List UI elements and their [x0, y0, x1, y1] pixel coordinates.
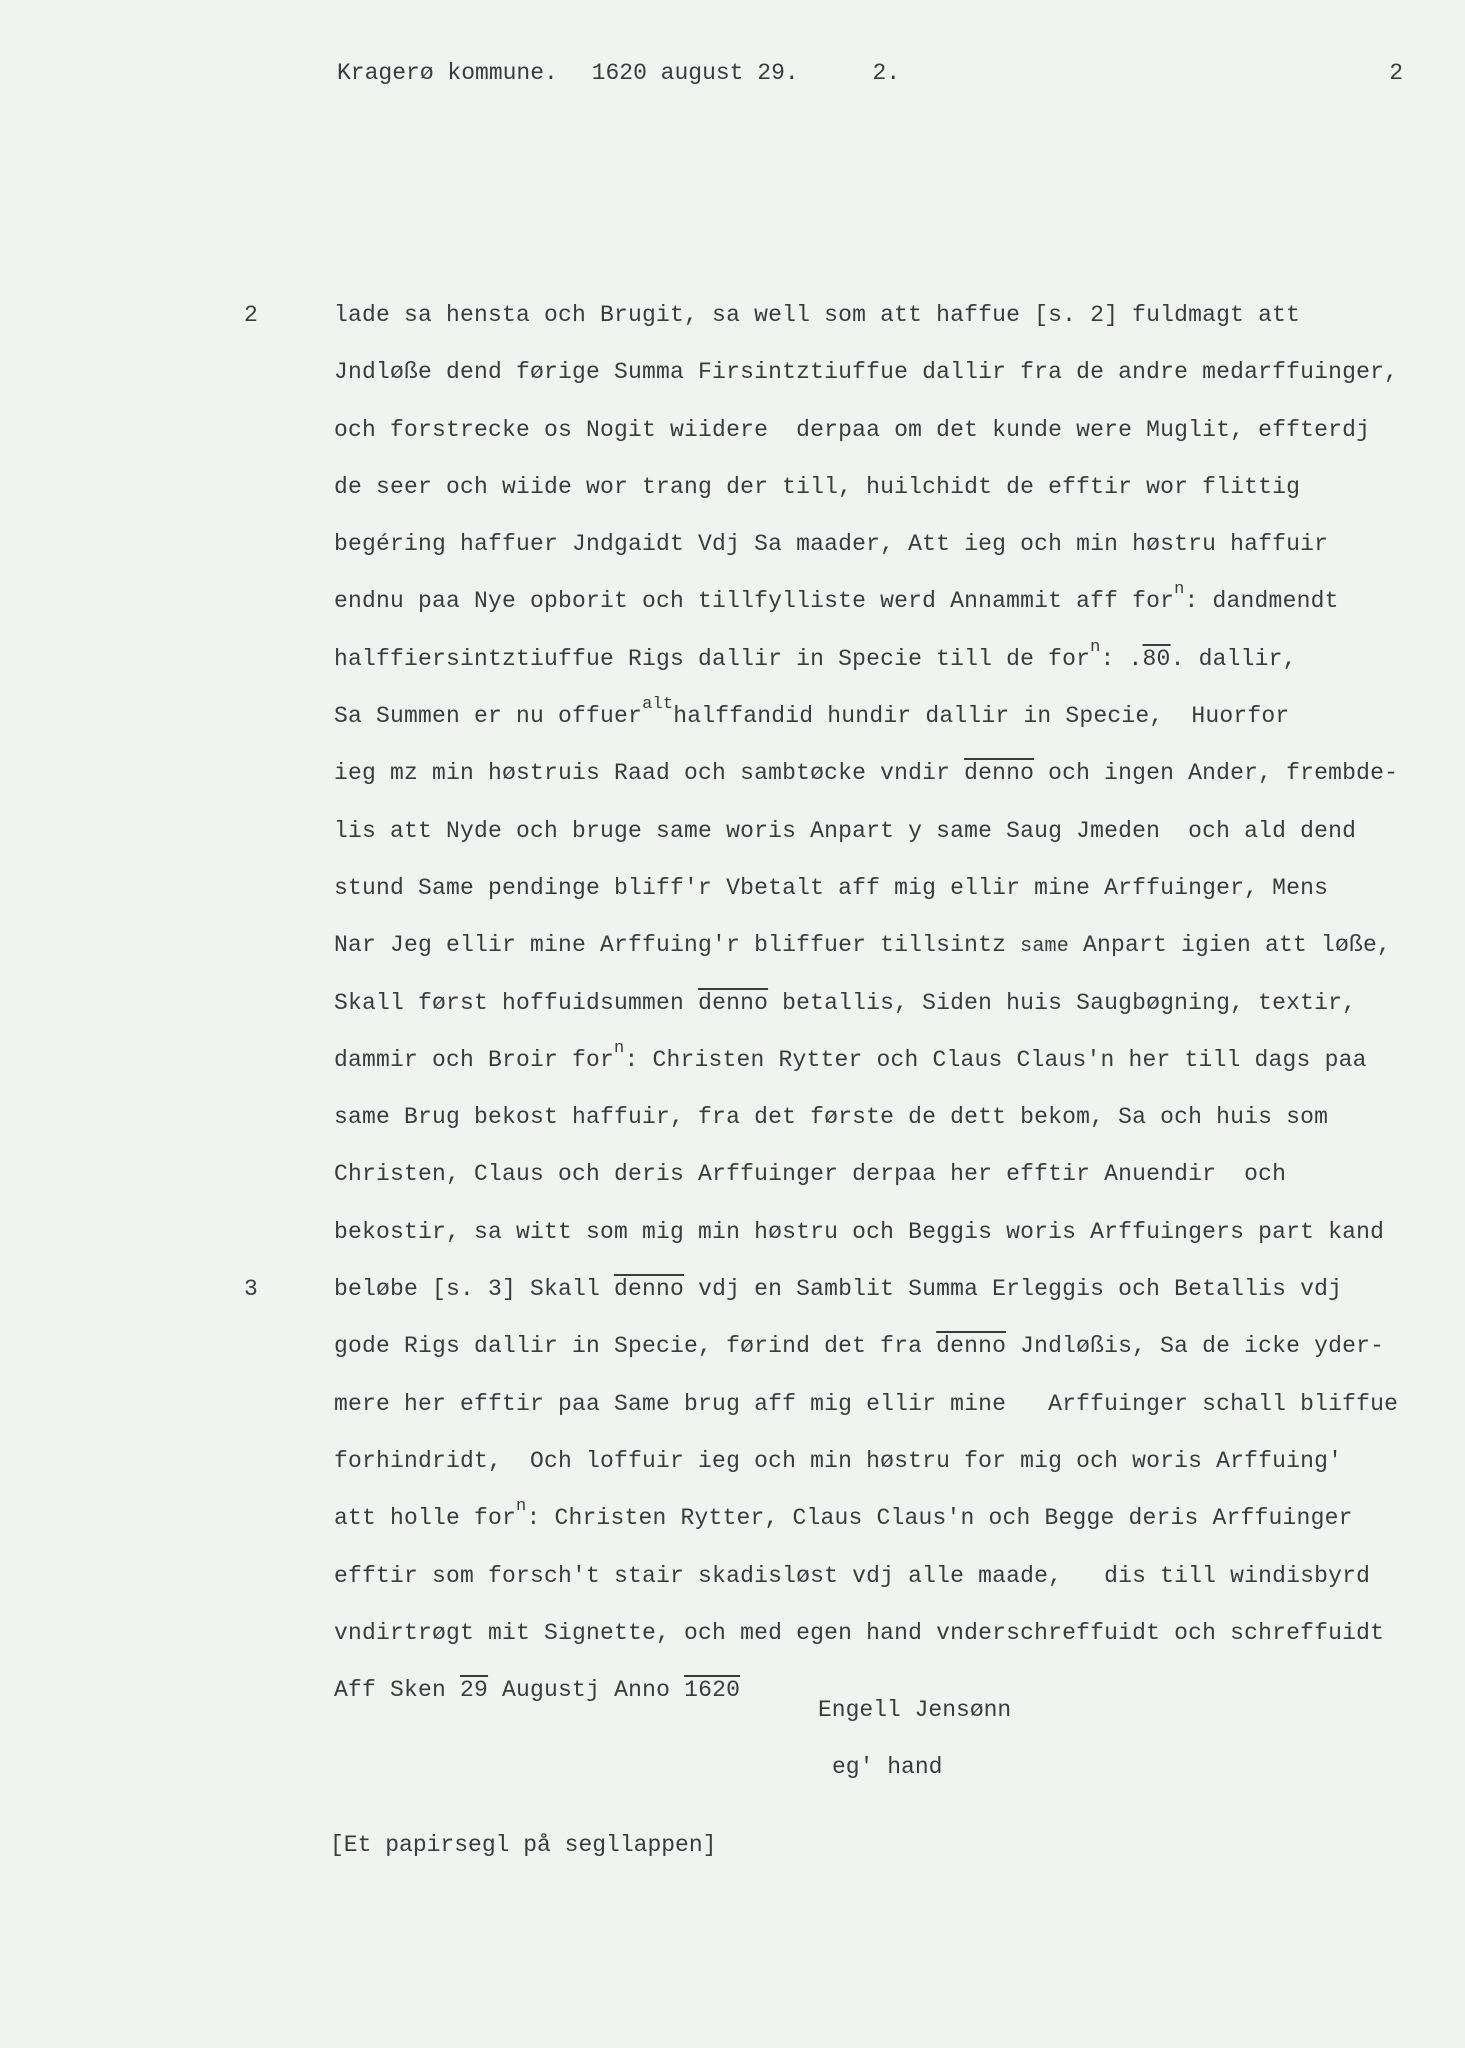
header-date: 1620 august 29.	[591, 60, 799, 86]
header-doc-number: 2.	[872, 60, 901, 86]
text-line: efftir som forsch't stair skadisløst vdj alle maade, dis till windisbyrd	[334, 1562, 1371, 1589]
signature-note: eg' hand	[832, 1754, 943, 1780]
document-header	[337, 60, 920, 86]
text-line: stund Same pendinge bliff'r Vbetalt aff mig ellir mine Arffuinger, Mens	[334, 874, 1329, 901]
text-line: och forstrecke os Nogit wiidere derpaa om det kunde were Muglit, effterdj	[334, 416, 1371, 443]
text-line: att holle for$^n$: Christen Rytter, Claus Claus'n och Begge deris Arffuinger	[334, 1497, 1353, 1532]
text-line: same Brug bekost haffuir, fra det første de dett bekom, Sa och huis som	[334, 1104, 1329, 1131]
text-line: 3 beløbe [s. 3] Skall denno vdj en Samblit Summa Erleggis och Betallis vdj	[334, 1261, 1414, 1318]
signature-block	[818, 1682, 1011, 1796]
text-line: gode Rigs dallir in Specie, førind det fra denno Jndløßis, Sa de icke yder-	[334, 1333, 1385, 1360]
seal-note: [Et papirsegl på segllappen]	[330, 1832, 717, 1858]
text-line: Jndløße dend førige Summa Firsintztiuffue dallir fra de andre medarffuinger,	[334, 359, 1399, 386]
text-line: begéring haffuer Jndgaidt Vdj Sa maader, Att ieg och min høstru haffuir	[334, 531, 1329, 558]
text-line: endnu paa Nye opborit och tillfylliste werd Annammit aff for$^n$: dandmendt	[334, 580, 1339, 615]
text-line: bekostir, sa witt som mig min høstru och Beggis woris Arffuingers part kand	[334, 1218, 1385, 1245]
text-line: lis att Nyde och bruge same woris Anpart y same Saug Jmeden och ald dend	[334, 817, 1357, 844]
text-line: dammir och Broir for$^n$: Christen Rytter och Claus Claus'n her till dags paa	[334, 1038, 1367, 1073]
header-place: Kragerø kommune.	[337, 60, 558, 86]
text-line: halffiersintztiuffue Rigs dallir in Specie till de for$^n$: .80. dallir,	[334, 637, 1297, 672]
text-line: Aff Sken 29 Augustj Anno 1620	[334, 1677, 741, 1704]
text-line: Nar Jeg ellir mine Arffuing'r bliffuer tillsintz same Anpart igien att løße,	[334, 932, 1391, 959]
text-line: Sa Summen er nu offuer$^{alt}$halffandid hundir dallir in Specie, Huorfor	[334, 695, 1290, 730]
signature-name: Engell Jensønn	[818, 1697, 1012, 1723]
text-line: forhindridt, Och loffuir ieg och min høstru for mig och woris Arffuing'	[334, 1447, 1343, 1474]
transcription-body	[244, 287, 1414, 1719]
text-line: vndirtrøgt mit Signette, och med egen hand vnderschreffuidt och schreffuidt	[334, 1619, 1385, 1646]
text-line: Skall først hoffuidsummen denno betallis, Siden huis Saugbøgning, textir,	[334, 989, 1357, 1016]
text-line: Christen, Claus och deris Arffuinger derpaa her efftir Anuendir och	[334, 1161, 1287, 1188]
text-line: ieg mz min høstruis Raad och sambtøcke vndir denno och ingen Ander, frembde-	[334, 760, 1399, 787]
margin-number: 3	[244, 1276, 259, 1303]
text-line: de seer och wiide wor trang der till, huilchidt de efftir wor flittig	[334, 473, 1301, 500]
text-line: 2 lade sa hensta och Brugit, sa well som att haffue [s. 2] fuldmagt att	[334, 287, 1414, 344]
text-line: mere her efftir paa Same brug aff mig ellir mine Arffuinger schall bliffue	[334, 1390, 1399, 1417]
page-number: 2	[1389, 60, 1403, 86]
margin-number: 2	[244, 302, 259, 328]
